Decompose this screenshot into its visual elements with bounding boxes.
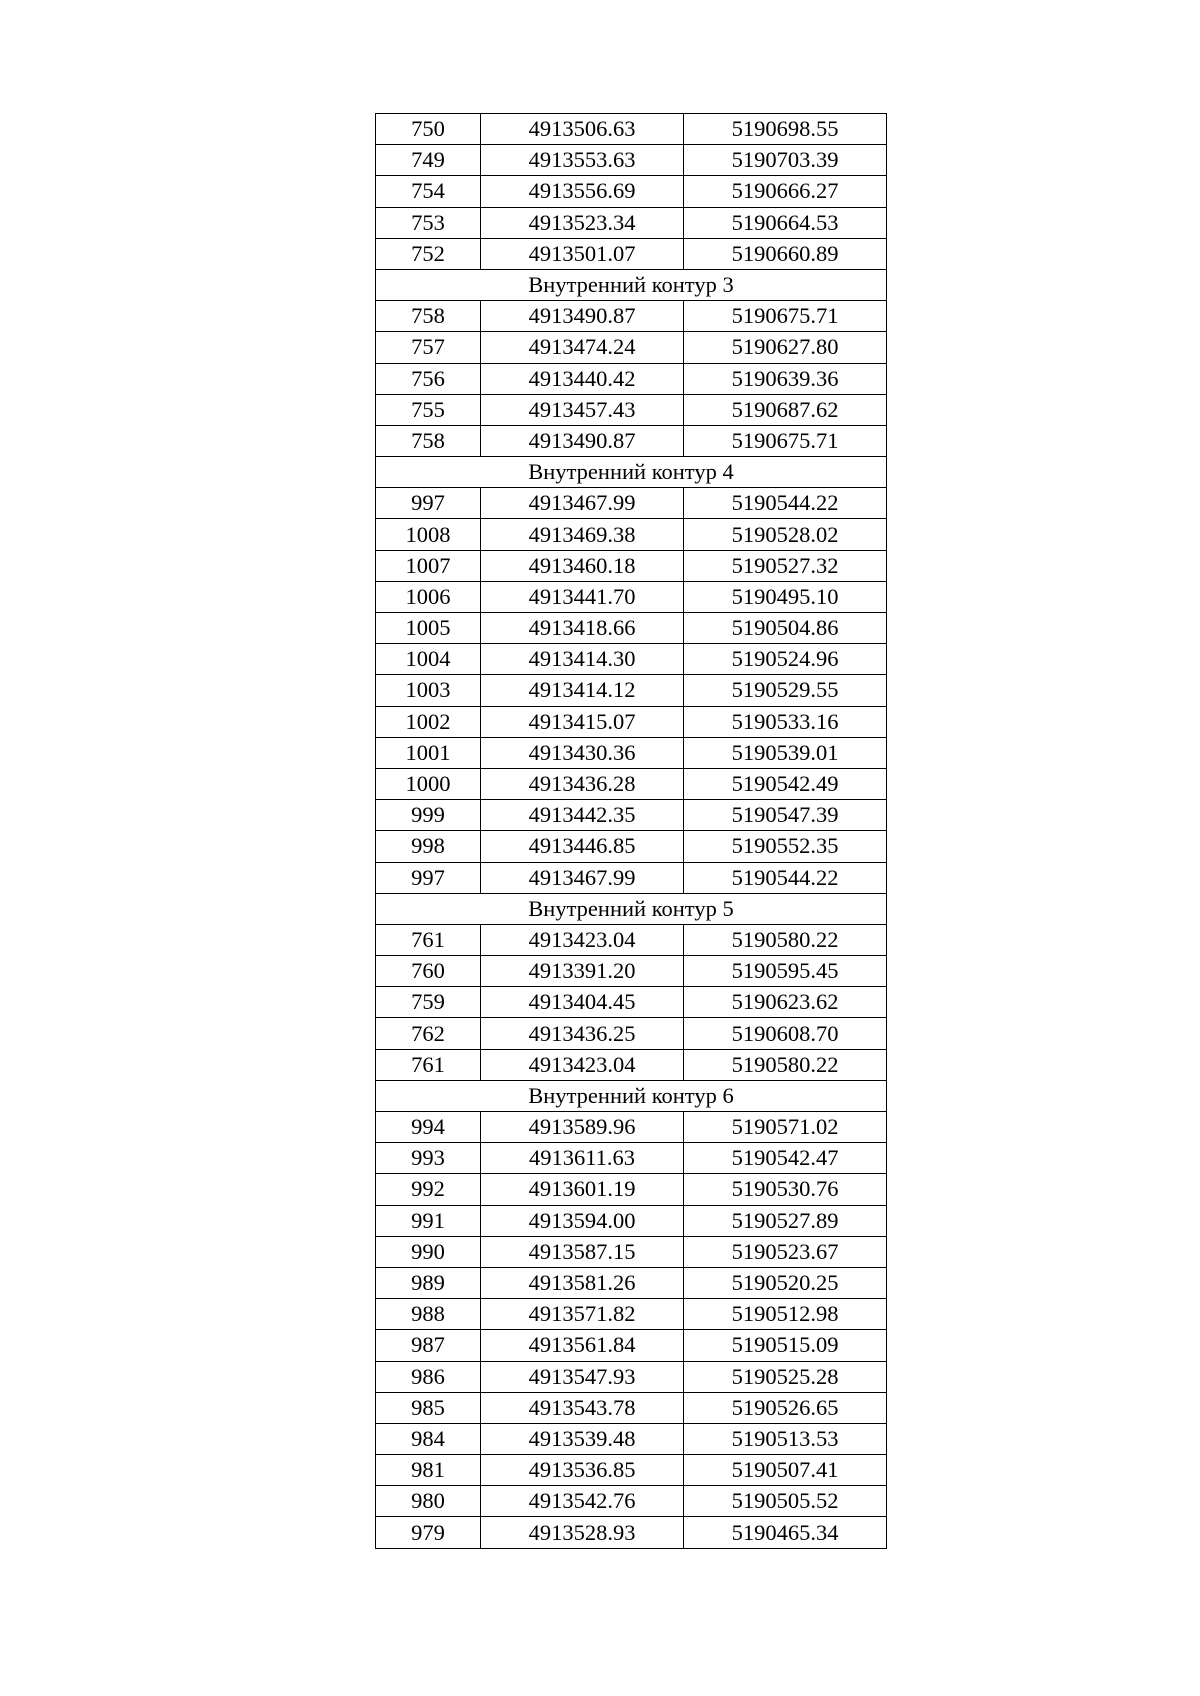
x-coordinate-cell: 4913490.87 xyxy=(481,301,684,332)
x-coordinate-cell: 4913589.96 xyxy=(481,1112,684,1143)
table-row xyxy=(376,862,887,893)
x-coordinate-cell: 4913436.28 xyxy=(481,768,684,799)
y-coordinate-cell: 5190507.41 xyxy=(684,1455,887,1486)
x-coordinate-cell: 4913442.35 xyxy=(481,800,684,831)
y-coordinate-cell: 5190547.39 xyxy=(684,800,887,831)
y-coordinate-cell: 5190527.32 xyxy=(684,550,887,581)
x-coordinate-cell: 4913543.78 xyxy=(481,1392,684,1423)
section-row xyxy=(376,457,887,488)
y-coordinate-cell: 5190552.35 xyxy=(684,831,887,862)
y-coordinate-cell: 5190580.22 xyxy=(684,924,887,955)
table-row xyxy=(376,488,887,519)
y-coordinate-cell: 5190513.53 xyxy=(684,1423,887,1454)
section-row xyxy=(376,1080,887,1111)
y-coordinate-cell: 5190687.62 xyxy=(684,394,887,425)
point-number-cell: 754 xyxy=(376,176,481,207)
x-coordinate-cell: 4913457.43 xyxy=(481,394,684,425)
y-coordinate-cell: 5190530.76 xyxy=(684,1174,887,1205)
point-number-cell: 1000 xyxy=(376,768,481,799)
x-coordinate-cell: 4913404.45 xyxy=(481,987,684,1018)
coordinates-table xyxy=(375,113,887,1549)
x-coordinate-cell: 4913571.82 xyxy=(481,1299,684,1330)
point-number-cell: 1007 xyxy=(376,550,481,581)
y-coordinate-cell: 5190525.28 xyxy=(684,1361,887,1392)
x-coordinate-cell: 4913587.15 xyxy=(481,1236,684,1267)
table-row xyxy=(376,1018,887,1049)
x-coordinate-cell: 4913561.84 xyxy=(481,1330,684,1361)
x-coordinate-cell: 4913553.63 xyxy=(481,145,684,176)
y-coordinate-cell: 5190703.39 xyxy=(684,145,887,176)
table-row xyxy=(376,1236,887,1267)
x-coordinate-cell: 4913441.70 xyxy=(481,581,684,612)
point-number-cell: 758 xyxy=(376,301,481,332)
x-coordinate-cell: 4913446.85 xyxy=(481,831,684,862)
table-row xyxy=(376,737,887,768)
coordinates-table-body xyxy=(376,114,887,1549)
table-row xyxy=(376,831,887,862)
x-coordinate-cell: 4913539.48 xyxy=(481,1423,684,1454)
x-coordinate-cell: 4913594.00 xyxy=(481,1205,684,1236)
point-number-cell: 998 xyxy=(376,831,481,862)
y-coordinate-cell: 5190666.27 xyxy=(684,176,887,207)
table-row xyxy=(376,207,887,238)
y-coordinate-cell: 5190504.86 xyxy=(684,613,887,644)
x-coordinate-cell: 4913436.25 xyxy=(481,1018,684,1049)
y-coordinate-cell: 5190539.01 xyxy=(684,737,887,768)
table-row xyxy=(376,924,887,955)
x-coordinate-cell: 4913414.30 xyxy=(481,644,684,675)
x-coordinate-cell: 4913581.26 xyxy=(481,1267,684,1298)
point-number-cell: 1003 xyxy=(376,675,481,706)
table-row xyxy=(376,1174,887,1205)
point-number-cell: 979 xyxy=(376,1517,481,1548)
x-coordinate-cell: 4913414.12 xyxy=(481,675,684,706)
y-coordinate-cell: 5190520.25 xyxy=(684,1267,887,1298)
table-row xyxy=(376,987,887,1018)
table-row xyxy=(376,332,887,363)
y-coordinate-cell: 5190505.52 xyxy=(684,1486,887,1517)
table-row xyxy=(376,114,887,145)
point-number-cell: 750 xyxy=(376,114,481,145)
x-coordinate-cell: 4913423.04 xyxy=(481,924,684,955)
table-row xyxy=(376,301,887,332)
table-row xyxy=(376,425,887,456)
table-row xyxy=(376,363,887,394)
table-row xyxy=(376,1143,887,1174)
y-coordinate-cell: 5190528.02 xyxy=(684,519,887,550)
table-row xyxy=(376,145,887,176)
point-number-cell: 989 xyxy=(376,1267,481,1298)
point-number-cell: 991 xyxy=(376,1205,481,1236)
point-number-cell: 757 xyxy=(376,332,481,363)
point-number-cell: 985 xyxy=(376,1392,481,1423)
y-coordinate-cell: 5190627.80 xyxy=(684,332,887,363)
x-coordinate-cell: 4913490.87 xyxy=(481,425,684,456)
y-coordinate-cell: 5190529.55 xyxy=(684,675,887,706)
table-row xyxy=(376,1205,887,1236)
y-coordinate-cell: 5190544.22 xyxy=(684,862,887,893)
x-coordinate-cell: 4913506.63 xyxy=(481,114,684,145)
x-coordinate-cell: 4913418.66 xyxy=(481,613,684,644)
point-number-cell: 749 xyxy=(376,145,481,176)
table-row xyxy=(376,800,887,831)
table-row xyxy=(376,1486,887,1517)
x-coordinate-cell: 4913474.24 xyxy=(481,332,684,363)
section-row xyxy=(376,269,887,300)
y-coordinate-cell: 5190623.62 xyxy=(684,987,887,1018)
table-row xyxy=(376,1330,887,1361)
x-coordinate-cell: 4913536.85 xyxy=(481,1455,684,1486)
point-number-cell: 999 xyxy=(376,800,481,831)
point-number-cell: 759 xyxy=(376,987,481,1018)
table-row xyxy=(376,1299,887,1330)
table-row xyxy=(376,519,887,550)
table-row xyxy=(376,706,887,737)
y-coordinate-cell: 5190580.22 xyxy=(684,1049,887,1080)
table-row xyxy=(376,1392,887,1423)
point-number-cell: 752 xyxy=(376,238,481,269)
x-coordinate-cell: 4913542.76 xyxy=(481,1486,684,1517)
x-coordinate-cell: 4913601.19 xyxy=(481,1174,684,1205)
y-coordinate-cell: 5190527.89 xyxy=(684,1205,887,1236)
y-coordinate-cell: 5190675.71 xyxy=(684,301,887,332)
table-row xyxy=(376,1423,887,1454)
point-number-cell: 1004 xyxy=(376,644,481,675)
point-number-cell: 988 xyxy=(376,1299,481,1330)
section-row xyxy=(376,893,887,924)
x-coordinate-cell: 4913391.20 xyxy=(481,956,684,987)
x-coordinate-cell: 4913611.63 xyxy=(481,1143,684,1174)
point-number-cell: 980 xyxy=(376,1486,481,1517)
x-coordinate-cell: 4913423.04 xyxy=(481,1049,684,1080)
y-coordinate-cell: 5190542.47 xyxy=(684,1143,887,1174)
point-number-cell: 990 xyxy=(376,1236,481,1267)
y-coordinate-cell: 5190544.22 xyxy=(684,488,887,519)
y-coordinate-cell: 5190512.98 xyxy=(684,1299,887,1330)
section-title: Внутренний контур 5 xyxy=(376,893,887,924)
x-coordinate-cell: 4913469.38 xyxy=(481,519,684,550)
x-coordinate-cell: 4913528.93 xyxy=(481,1517,684,1548)
section-title: Внутренний контур 4 xyxy=(376,457,887,488)
point-number-cell: 981 xyxy=(376,1455,481,1486)
y-coordinate-cell: 5190533.16 xyxy=(684,706,887,737)
table-row xyxy=(376,1112,887,1143)
y-coordinate-cell: 5190675.71 xyxy=(684,425,887,456)
table-row xyxy=(376,644,887,675)
point-number-cell: 756 xyxy=(376,363,481,394)
table-row xyxy=(376,1049,887,1080)
y-coordinate-cell: 5190515.09 xyxy=(684,1330,887,1361)
x-coordinate-cell: 4913501.07 xyxy=(481,238,684,269)
table-row xyxy=(376,176,887,207)
point-number-cell: 984 xyxy=(376,1423,481,1454)
y-coordinate-cell: 5190524.96 xyxy=(684,644,887,675)
table-row xyxy=(376,1517,887,1548)
y-coordinate-cell: 5190523.67 xyxy=(684,1236,887,1267)
point-number-cell: 1006 xyxy=(376,581,481,612)
x-coordinate-cell: 4913430.36 xyxy=(481,737,684,768)
point-number-cell: 994 xyxy=(376,1112,481,1143)
y-coordinate-cell: 5190526.65 xyxy=(684,1392,887,1423)
point-number-cell: 753 xyxy=(376,207,481,238)
table-row xyxy=(376,581,887,612)
x-coordinate-cell: 4913556.69 xyxy=(481,176,684,207)
section-title: Внутренний контур 3 xyxy=(376,269,887,300)
y-coordinate-cell: 5190465.34 xyxy=(684,1517,887,1548)
table-row xyxy=(376,1361,887,1392)
y-coordinate-cell: 5190639.36 xyxy=(684,363,887,394)
table-row xyxy=(376,394,887,425)
x-coordinate-cell: 4913415.07 xyxy=(481,706,684,737)
point-number-cell: 1008 xyxy=(376,519,481,550)
y-coordinate-cell: 5190664.53 xyxy=(684,207,887,238)
y-coordinate-cell: 5190495.10 xyxy=(684,581,887,612)
table-row xyxy=(376,550,887,581)
x-coordinate-cell: 4913547.93 xyxy=(481,1361,684,1392)
point-number-cell: 760 xyxy=(376,956,481,987)
point-number-cell: 758 xyxy=(376,425,481,456)
point-number-cell: 755 xyxy=(376,394,481,425)
x-coordinate-cell: 4913460.18 xyxy=(481,550,684,581)
x-coordinate-cell: 4913523.34 xyxy=(481,207,684,238)
y-coordinate-cell: 5190698.55 xyxy=(684,114,887,145)
table-row xyxy=(376,238,887,269)
point-number-cell: 762 xyxy=(376,1018,481,1049)
point-number-cell: 992 xyxy=(376,1174,481,1205)
point-number-cell: 761 xyxy=(376,924,481,955)
y-coordinate-cell: 5190571.02 xyxy=(684,1112,887,1143)
table-row xyxy=(376,768,887,799)
point-number-cell: 987 xyxy=(376,1330,481,1361)
y-coordinate-cell: 5190595.45 xyxy=(684,956,887,987)
point-number-cell: 1002 xyxy=(376,706,481,737)
table-row xyxy=(376,613,887,644)
point-number-cell: 761 xyxy=(376,1049,481,1080)
point-number-cell: 993 xyxy=(376,1143,481,1174)
point-number-cell: 1005 xyxy=(376,613,481,644)
table-row xyxy=(376,1267,887,1298)
table-row xyxy=(376,956,887,987)
table-row xyxy=(376,675,887,706)
x-coordinate-cell: 4913467.99 xyxy=(481,488,684,519)
y-coordinate-cell: 5190660.89 xyxy=(684,238,887,269)
point-number-cell: 986 xyxy=(376,1361,481,1392)
x-coordinate-cell: 4913467.99 xyxy=(481,862,684,893)
y-coordinate-cell: 5190542.49 xyxy=(684,768,887,799)
section-title: Внутренний контур 6 xyxy=(376,1080,887,1111)
y-coordinate-cell: 5190608.70 xyxy=(684,1018,887,1049)
table-row xyxy=(376,1455,887,1486)
x-coordinate-cell: 4913440.42 xyxy=(481,363,684,394)
point-number-cell: 997 xyxy=(376,862,481,893)
point-number-cell: 1001 xyxy=(376,737,481,768)
point-number-cell: 997 xyxy=(376,488,481,519)
